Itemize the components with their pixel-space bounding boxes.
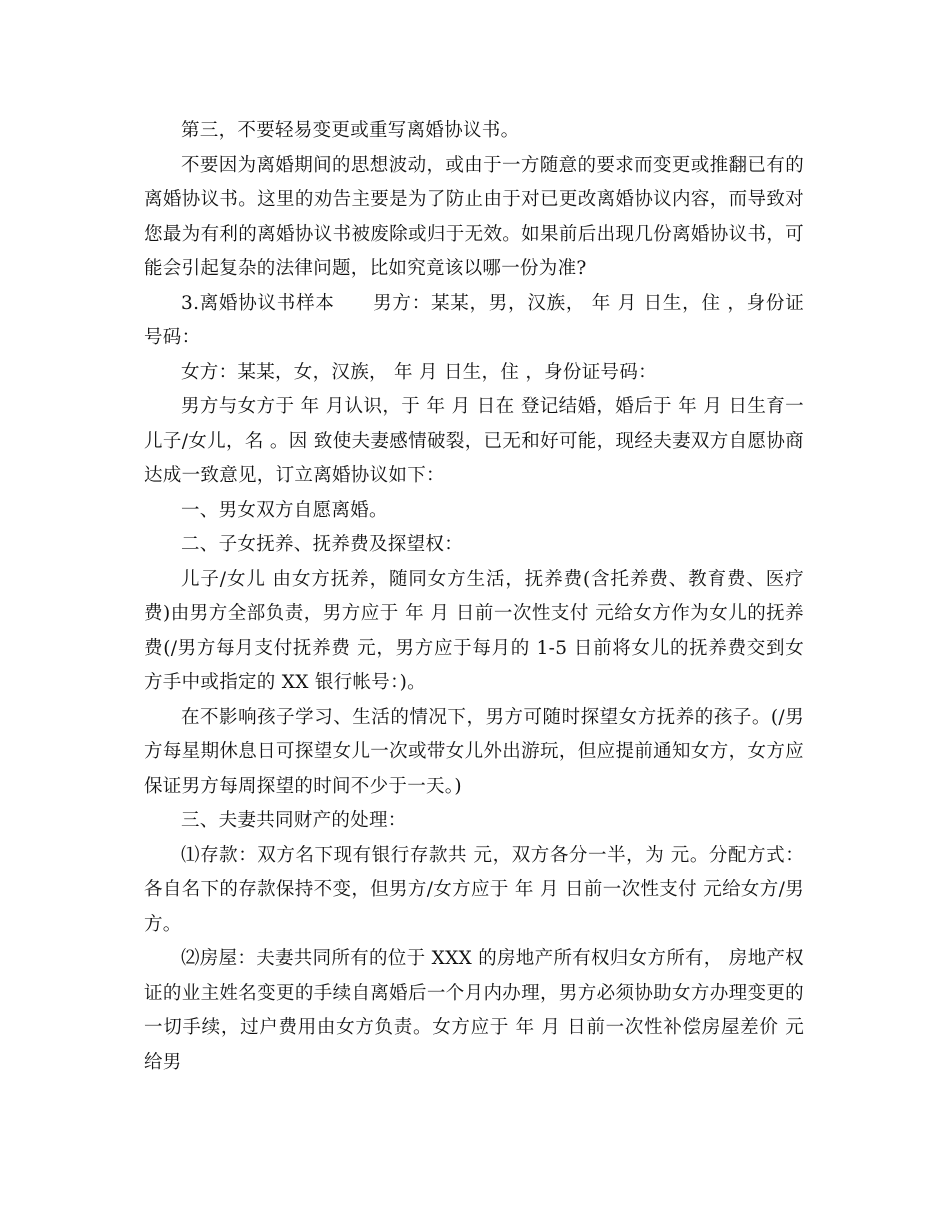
paragraph-wife: 女方：某某，女，汉族， 年 月 日生，住 ，身份证号码： [181,361,657,383]
paragraph-clause-1: 一、男女双方自愿离婚。 [181,499,388,521]
paragraph-child-support: 儿子/女儿 由女方抚养，随同女方生活，抚养费(含托养费、教育费、医疗费)由男方全部负责，男方应于 年 月 日前一次性支付 元给女方作为女儿的抚养费(/男方每月支付抚养费 元，男方应于每月的 1-5 日前将女儿的抚养费交到女方手中或指定的 XX 银行帐号：)。 [144,568,804,693]
document-body [144,114,804,1080]
paragraph-house: ⑵房屋：夫妻共同所有的位于 XXX 的房地产所有权归女方所有， 房地产权证的业主姓名变更的手续自离婚后一个月内办理，男方必须协助女方办理变更的一切手续，过户费用由女方负责。女方应于 年 月 日前一次性补偿房屋差价 元给男 [144,948,805,1073]
paragraph-deposits: ⑴存款：双方名下现有银行存款共 元，双方各分一半，为 元。分配方式：各自名下的存款保持不变，但男方/女方应于 年 月 日前一次性支付 元给女方/男方。 [144,844,804,935]
paragraph-clause-2-heading: 二、子女抚养、抚养费及探望权： [181,534,464,555]
paragraph-sample-husband: 3.离婚协议书样本 男方：某某，男，汉族， 年 月 日生，住 ，身份证号码： [144,292,804,348]
paragraph-advice-detail: 不要因为离婚期间的思想波动，或由于一方随意的要求而变更或推翻已有的离婚协议书。这里的劝告主要是为了防止由于对已更改离婚协议内容，而导致对您最为有利的离婚协议书被废除或归于无效。如果前后出现几份离婚协议书，可能会引起复杂的法律问题，比如究竟该以哪一份为准? [144,154,804,279]
paragraph-clause-3-heading: 三、夫妻共同财产的处理： [181,810,407,831]
paragraph-visitation: 在不影响孩子学习、生活的情况下，男方可随时探望女方抚养的孩子。(/男方每星期休息日可探望女儿一次或带女儿外出游玩，但应提前通知女方，女方应保证男方每周探望的时间不少于一天。) [144,706,804,797]
paragraph-third-advice: 第三，不要轻易变更或重写离婚协议书。 [181,120,520,141]
paragraph-marriage-info: 男方与女方于 年 月认识，于 年 月 日在 登记结婚，婚后于 年 月 日生育一儿子/女儿，名 。因 致使夫妻感情破裂，已无和好可能，现经夫妻双方自愿协商达成一致意见，订立离婚协议如下： [144,396,804,486]
